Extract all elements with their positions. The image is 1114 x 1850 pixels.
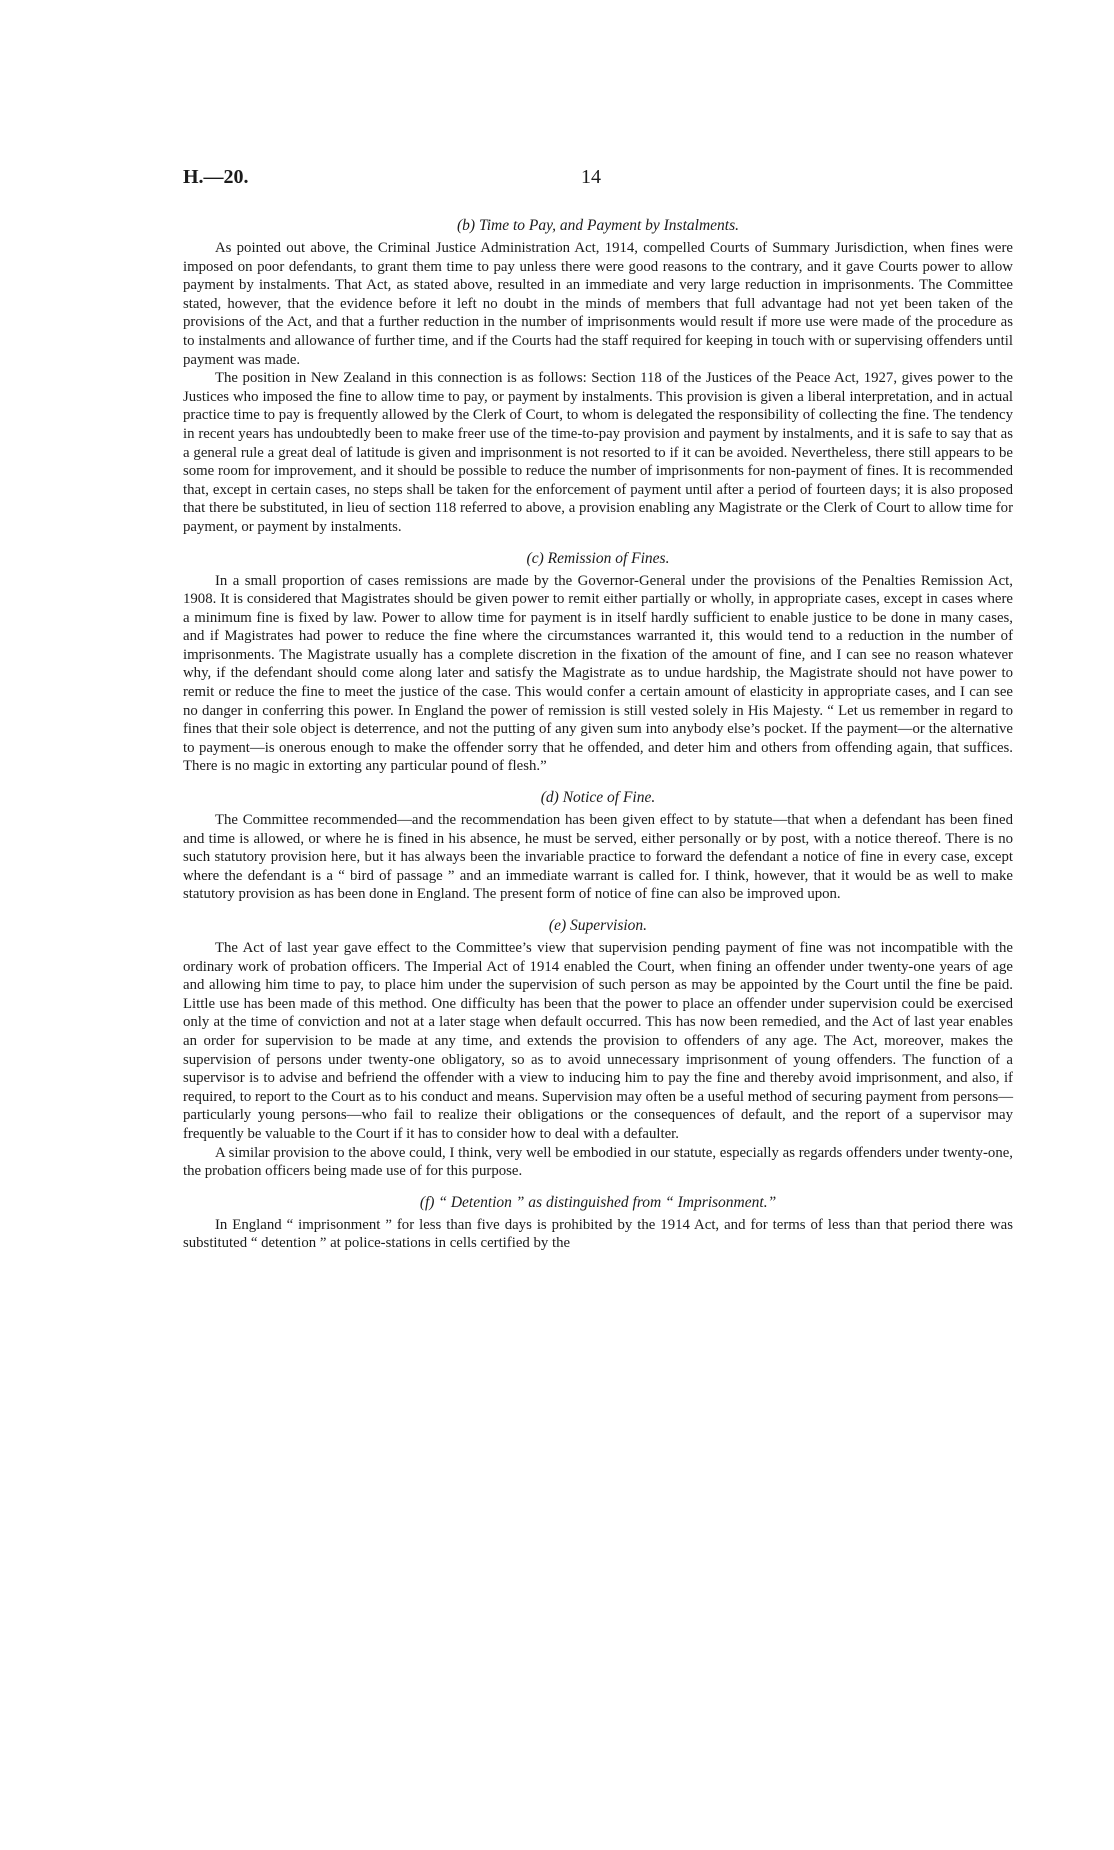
section-time-to-pay <box>183 215 1013 537</box>
section-heading: (f) “ Detention ” as distinguished from “ Imprisonment.” <box>419 1193 777 1211</box>
paragraph: The Act of last year gave effect to the Committee’s view that supervision pending payment of fine was not incompatible with the ordinary work of probation officers. The Imperial Act of 1914 enabled the Court, when fining an offender under twenty-one years of age and allowing him time to pay, to place him under the supervision of such person as may be appointed by the Court until the fine be paid. Little use has been made of this method. One difficulty has been that the power to place an offender under supervision could be exercised only at the time of conviction and not at a later stage when default occurred. This has now been remedied, and the Act of last year enables an order for supervision to be made at any time, and extends the provision to offenders of any age. The Act, moreover, makes the supervision of persons under twenty-one obligatory, so as to avoid unnecessary imprisonment of young offenders. The function of a supervisor is to advise and befriend the offender with a view to inducing him to pay the fine and thereby avoid imprisonment, and also, if required, to report to the Court as to his conduct and means. Supervision may often be a useful method of securing payment from persons—particularly young persons—who fail to realize their obligations or the consequences of default, and the report of a supervisor may frequently be valuable to the Court if it has to consider how to deal with a defaulter. <box>183 940 1013 1142</box>
section-supervision <box>183 915 1013 1181</box>
section-remission-of-fines <box>183 548 1013 777</box>
paragraph: In England “ imprisonment ” for less than five days is prohibited by the 1914 Act, and for terms of less than that period there was substituted “ detention ” at police-stations in cells certified by the <box>183 1216 1013 1252</box>
paragraph: The position in New Zealand in this connection is as follows: Section 118 of the Justices of the Peace Act, 1927, gives power to the Justices who imposed the fine to allow time to pay, or payment by instalments. This provision is given a liberal interpretation, and in actual practice time to pay is frequently allowed by the Clerk of Court, to whom is delegated the responsibility of collecting the fine. The tendency in recent years has undoubtedly been to make freer use of the time-to-pay provision and payment by instalments, and it is safe to say that as a general rule a great deal of latitude is given and imprisonment is not resorted to if it can be avoided. Nevertheless, there still appears to be some room for improvement, and it should be possible to reduce the number of imprisonments for non-payment of fines. It is recommended that, except in certain cases, no steps shall be taken for the enforcement of payment until after a period of fourteen days; it is also proposed that there be substituted, in lieu of section 118 referred to above, a provision enabling any Magistrate or the Clerk of Court to allow time for payment, or payment by instalments. <box>183 370 1013 535</box>
paragraph: In a small proportion of cases remissions are made by the Governor-General under the provisions of the Penalties Remission Act, 1908. It is considered that Magistrates should be given power to remit either partially or wholly, in appropriate cases, except in cases where a minimum fine is fixed by law. Power to allow time for payment is in itself hardly sufficient to enable justice to be done in many cases, and if Magistrates had power to reduce the fine where the circumstances warranted it, this would tend to a reduction in the number of imprisonments. The Magistrate usually has a complete discretion in the fixation of the amount of fine, and I can see no reason whatever why, if the defendant should come along later and satisfy the Magistrate as to undue hardship, the Magistrate should not have power to remit or reduce the fine to meet the justice of the case. This would confer a certain amount of elasticity in appropriate cases, and I can see no danger in conferring this power. In England the power of remission is still vested solely in His Majesty. “ Let us remember in regard to fines that their sole object is deterrence, and not the putting of any given sum into anybody else’s pocket. If the payment—or the alternative to payment—is onerous enough to make the offender sorry that he offended, and deter him and others from offending again, that suffices. There is no magic in extorting any particular pound of flesh.” <box>183 572 1013 775</box>
page-header <box>183 166 1013 196</box>
paragraph: A similar provision to the above could, I think, very well be embodied in our statute, especially as regards offenders under twenty-one, the probation officers being made use of for this purpose. <box>183 1144 1013 1180</box>
document-reference: H.—20. <box>183 166 249 188</box>
section-heading: (e) Supervision. <box>548 917 648 934</box>
section-heading: (c) Remission of Fines. <box>526 549 670 567</box>
section-heading: (b) Time to Pay, and Payment by Instalments. <box>457 217 739 234</box>
section-notice-of-fine <box>183 787 1013 904</box>
page-number: 14 <box>581 166 601 188</box>
document-body <box>183 215 1013 1253</box>
paragraph: The Committee recommended—and the recommendation has been given effect to by statute—that when a defendant has been fined and time is allowed, or where he is fined in his absence, he must be served, either personally or by post, with a notice thereof. There is no such statutory provision here, but it has always been the invariable practice to forward the defendant a notice of fine in every case, except where the defendant is a “ bird of passage ” and an immediate warrant is called for. I think, however, that it would be as well to make statutory provision as has been done in England. The present form of notice of fine can also be improved upon. <box>183 812 1013 903</box>
section-detention <box>183 1192 1013 1253</box>
section-heading: (d) Notice of Fine. <box>540 789 656 807</box>
paragraph: As pointed out above, the Criminal Justice Administration Act, 1914, compelled Courts of Summary Jurisdiction, when fines were imposed on poor defendants, to grant them time to pay unless there were good reasons to the contrary, and it gave Courts power to allow payment by instalments. That Act, as stated above, resulted in an immediate and very large reduction in imprisonments. The Committee stated, however, that the evidence before it left no doubt in the minds of members that full advantage had not yet been taken of the provisions of the Act, and that a further reduction in the number of imprisonments would result if more use were made of the procedure as to instalments and allowance of further time, and if the Courts had the staff required for keeping in touch with or supervising offenders until payment was made. <box>183 240 1013 368</box>
